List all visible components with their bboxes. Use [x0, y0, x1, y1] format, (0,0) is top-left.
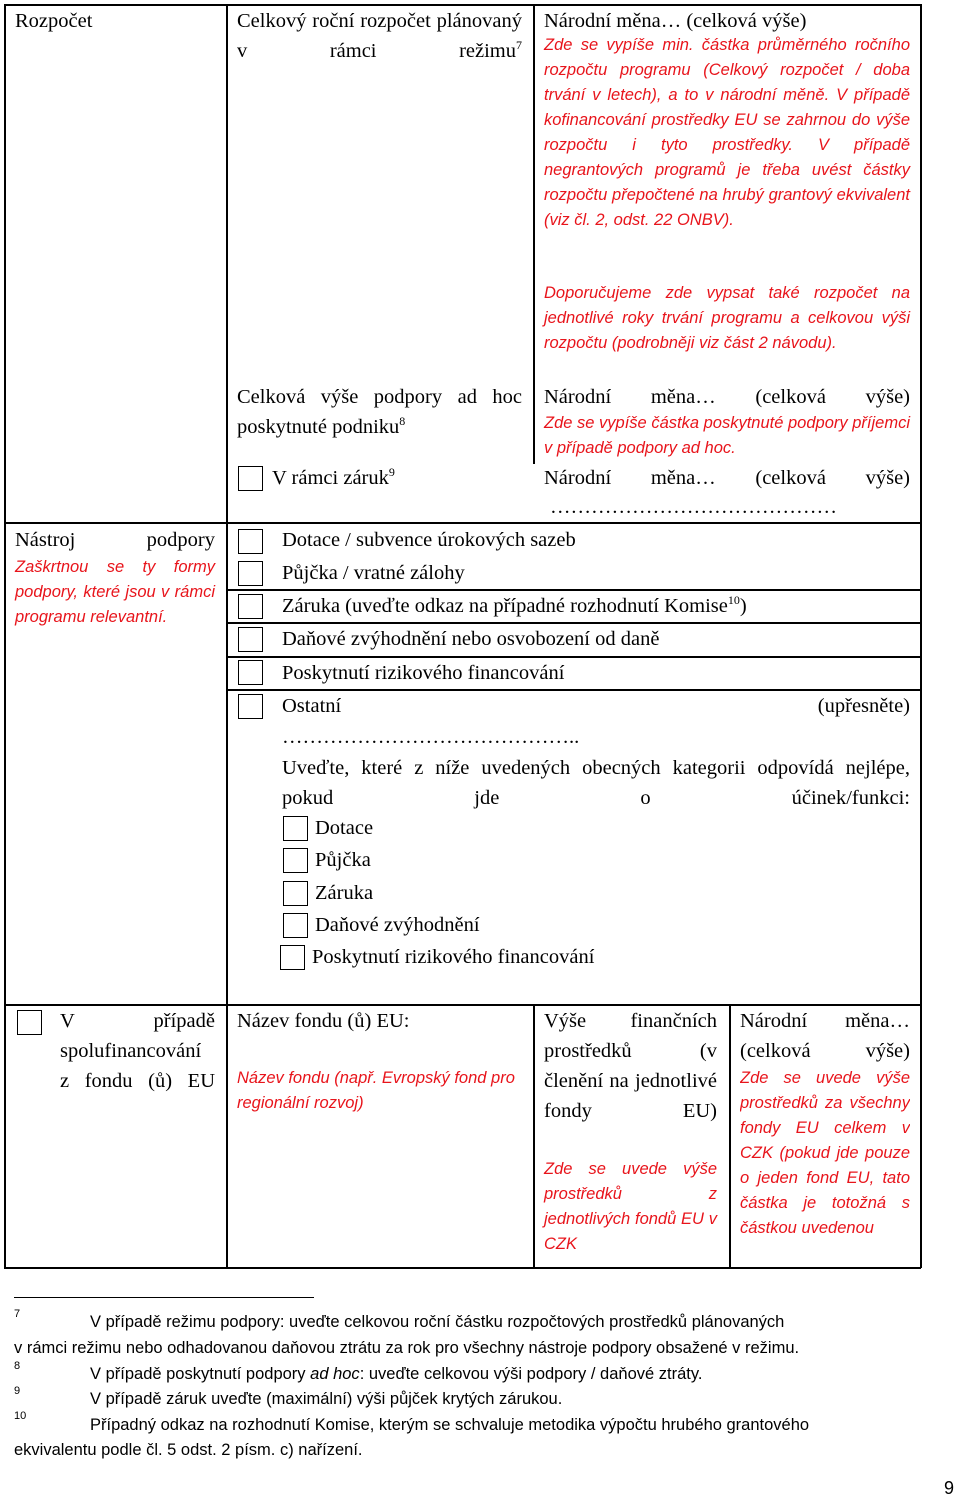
category-question-text: Uveďte, které z níže uvedených obecných kategorii odpovídá nejlépe, pokud jde o účinek/funkci:: [282, 757, 910, 809]
eu-currency-help: Zde se uvede výše prostředků za všechny fondy EU celkem v CZK (pokud jde pouze o jeden fond EU, tato částka je totožná s částkou uvedenou: [740, 1069, 910, 1237]
option-checkbox-loan[interactable]: [238, 561, 263, 586]
category-label-guarantee: Záruka: [315, 882, 374, 904]
footnote-8-num: 8: [14, 1360, 21, 1372]
option-label-tax: Daňové zvýhodnění nebo osvobození od daně: [282, 628, 660, 650]
option-checkbox-other[interactable]: [238, 694, 263, 719]
option-label-grant: Dotace / subvence úrokových sazeb: [282, 529, 576, 551]
instrument-label: Nástroj podpory: [15, 529, 215, 551]
guarantee-currency: Národní měna… (celková výše): [544, 467, 910, 489]
eu-amount-label: [544, 1006, 717, 1126]
budget-label: Rozpočet: [15, 10, 93, 32]
eu-cofinancing-label-text: V případě spolufinancování z fondu (ů) EU: [60, 1010, 215, 1092]
guarantee-checkbox[interactable]: [238, 466, 263, 491]
category-checkbox-guarantee[interactable]: [283, 881, 308, 906]
category-label-risk: Poskytnutí rizikového financování: [312, 946, 595, 968]
guarantee-label-text: V rámci záruk: [272, 467, 389, 489]
instrument-help: Zaškrtnou se ty formy podpory, které jsou v rámci programu relevantní.: [15, 558, 215, 626]
footnote-9-text: V případě záruk uveďte (maximální) výši půjček krytých zárukou.: [90, 1390, 563, 1408]
footnote-10-text: Případný odkaz na rozhodnutí Komise, kterým se schvaluje metodika výpočtu hrubého grantového: [90, 1416, 810, 1434]
eu-amount-label-text: Výše finančních prostředků (v členění na jednotlivé fondy EU): [544, 1010, 717, 1122]
option-label-risk: Poskytnutí rizikového financování: [282, 662, 565, 684]
category-label-tax: Daňové zvýhodnění: [315, 914, 480, 936]
annual-currency: Národní měna… (celková výše): [544, 10, 807, 32]
option-other-dots: ……………………………………..: [282, 726, 580, 748]
footnote-10-num: 10: [14, 1410, 27, 1422]
category-checkbox-tax[interactable]: [283, 913, 308, 938]
footnote-8-italic: ad hoc: [310, 1365, 360, 1383]
eu-currency-label: [740, 1006, 910, 1066]
option-label-other: Ostatní: [282, 695, 342, 717]
category-question: [282, 753, 910, 813]
category-label-grant: Dotace: [315, 817, 374, 839]
option-label-loan: Půjčka / vratné zálohy: [282, 562, 465, 584]
eu-cofinancing-label: [60, 1006, 215, 1096]
eu-amount-help: Zde se uvede výše prostředků z jednotlivých fondů EU v CZK: [544, 1160, 717, 1253]
footnote-separator: [14, 1297, 314, 1298]
footnote-ref-7: 7: [516, 38, 522, 53]
option-label-guarantee-tail: ): [739, 595, 747, 617]
annual-budget-label-text: Celkový roční rozpočet plánovaný v rámci režimu: [237, 10, 522, 62]
footnote-ref-10: 10: [727, 593, 740, 608]
footnote-7-text: V případě režimu podpory: uveďte celkovou roční částku rozpočtových prostředků plánovaných: [90, 1313, 785, 1331]
option-other-specify: (upřesněte): [817, 695, 910, 717]
adhoc-currency: Národní měna… (celková výše): [544, 386, 910, 408]
adhoc-help: Zde se vypíše částka poskytnuté podpory příjemci v případě podpory ad hoc.: [544, 414, 910, 457]
footnote-7-text-2: v rámci režimu nebo odhadovanou daňovou ztrátu za rok pro všechny nástroje podpory obsažené v režimu.: [14, 1339, 800, 1357]
category-checkbox-risk[interactable]: [280, 945, 305, 970]
eu-fund-name-label: Název fondu (ů) EU:: [237, 1010, 410, 1032]
category-checkbox-loan[interactable]: [283, 848, 308, 873]
footnote-9-num: 9: [14, 1385, 21, 1397]
eu-currency-label-text: Národní měna… (celková výše): [740, 1010, 910, 1062]
footnote-ref-8: 8: [399, 414, 406, 429]
adhoc-label: [237, 382, 522, 442]
footnote-8-pre: V případě poskytnutí podpory: [90, 1365, 311, 1383]
category-label-loan: Půjčka: [315, 849, 371, 871]
footnote-8-text: [90, 1362, 920, 1387]
annual-help-2: Doporučujeme zde vypsat také rozpočet na jednotlivé roky trvání programu a celkovou výši rozpočtu (podrobněji viz část 2 návodu).: [544, 284, 910, 352]
option-label-guarantee: [282, 591, 902, 621]
eu-cofinancing-checkbox[interactable]: [17, 1010, 42, 1035]
guarantee-dots: ……………………………………: [550, 496, 837, 518]
footnote-10-text-2: ekvivalentu podle čl. 5 odst. 2 písm. c) nařízení.: [14, 1441, 363, 1459]
annual-budget-label: [237, 6, 522, 66]
option-checkbox-risk[interactable]: [238, 660, 263, 685]
footnote-8-post: : uveďte celkovou výši podpory / daňové ztráty.: [359, 1365, 703, 1383]
option-checkbox-tax[interactable]: [238, 627, 263, 652]
page-number: 9: [944, 1478, 955, 1498]
annual-help-1: Zde se vypíše min. částka průměrného ročního rozpočtu programu (Celkový rozpočet / doba trvání v letech), a to v národní měně. V případě kofinancování prostředky EU se zahrnou do výše rozpočtu i tyto prostředky. V případě negrantových programů je třeba uvést částky rozpočtu přepočtené na hrubý grantový ekvivalent (viz čl. 2, odst. 22 ONBV).: [544, 36, 910, 229]
category-checkbox-grant[interactable]: [283, 816, 308, 841]
option-checkbox-guarantee[interactable]: [238, 594, 263, 619]
adhoc-label-text: Celková výše podpory ad hoc poskytnuté podniku: [237, 386, 522, 438]
footnote-7-num: 7: [14, 1308, 21, 1320]
eu-fund-name-help: Název fondu (např. Evropský fond pro regionální rozvoj): [237, 1069, 515, 1112]
footnote-ref-9: 9: [388, 465, 395, 480]
guarantee-label: [272, 463, 527, 493]
option-label-guarantee-text: Záruka (uveďte odkaz na případné rozhodnutí Komise: [282, 595, 728, 617]
option-checkbox-grant[interactable]: [238, 529, 263, 554]
